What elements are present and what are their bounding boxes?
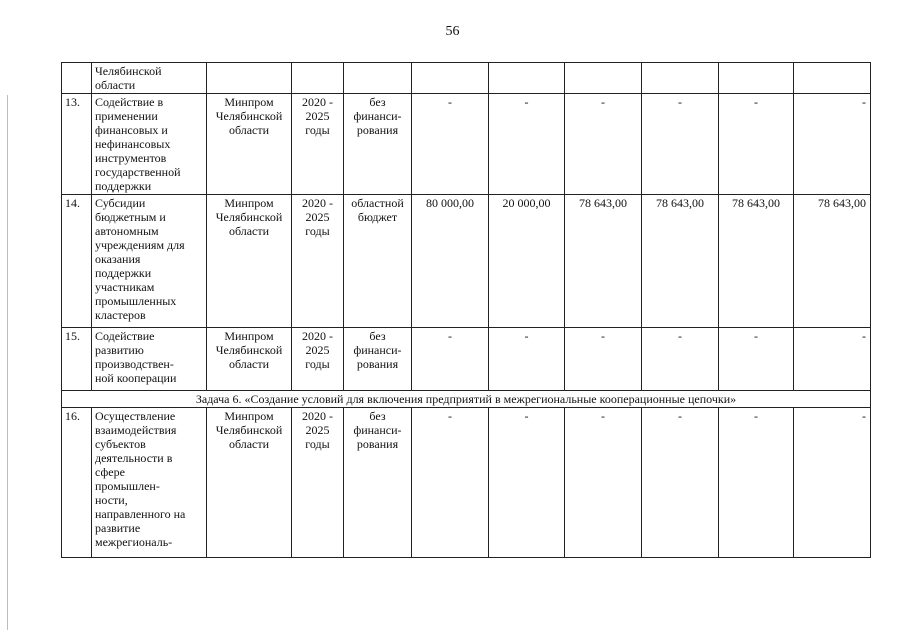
funding-value: - [642,328,719,391]
executor-line: области [228,224,270,238]
executor [207,94,292,195]
funding-source [344,94,412,195]
funding-value: - [489,328,565,391]
period-line: 2020 - [302,95,333,109]
funding-value: - [412,328,489,391]
period [292,195,344,328]
activity-name-line: Субсидии [95,196,146,210]
activity-name-line: направленного на [95,507,186,521]
activity-name-line: участникам [95,280,155,294]
activity-name-line: государственной [95,165,181,179]
executor [207,63,292,94]
funding-source-line: областной [351,196,404,210]
funding-source [344,328,412,391]
period-line: годы [305,437,330,451]
funding-value: - [642,94,719,195]
funding-source-line: финанси- [353,343,402,357]
executor-line: Челябинской [215,109,283,123]
funding-value [794,63,871,94]
activity-name-line: поддержки [95,179,152,193]
activity-name-line: автономным [95,224,159,238]
funding-source [344,195,412,328]
funding-source-line: без [369,409,386,423]
funding-value [719,63,794,94]
period-line: 2025 [305,423,330,437]
activity-name-line: Содействие в [95,95,164,109]
funding-value: - [565,408,642,558]
funding-value: - [489,94,565,195]
table-row [62,63,871,94]
funding-value: 78 643,00 [794,195,871,328]
funding-value: 80 000,00 [412,195,489,328]
funding-value: 20 000,00 [489,195,565,328]
executor-line: области [228,437,270,451]
funding-source-line: без [369,329,386,343]
table-row [62,94,871,195]
executor [207,328,292,391]
executor [207,408,292,558]
activity-name-line: субъектов [95,437,146,451]
funding-source-line: финанси- [353,423,402,437]
funding-value [565,63,642,94]
executor-line: Челябинской [215,210,283,224]
activity-name [92,408,207,558]
period-line: 2025 [305,343,330,357]
period [292,63,344,94]
page-number: 56 [445,24,460,39]
row-number: 16. [62,408,92,558]
activity-name-line: промышленных [95,294,177,308]
executor-line: Минпром [224,329,274,343]
funding-source-line: финанси- [353,109,402,123]
activity-name-line: взаимодействия [95,423,177,437]
period-line: годы [305,224,330,238]
activity-name-line: Содействие [95,329,155,343]
activity-name-line: деятельности в [95,451,173,465]
funding-value: - [642,408,719,558]
table-row [62,408,871,558]
activity-name-line: финансовых и [95,123,168,137]
period-line: 2025 [305,210,330,224]
funding-value: - [412,408,489,558]
activity-name-line: ной кооперации [95,371,177,385]
executor-line: Минпром [224,95,274,109]
row-number: 14. [62,195,92,328]
funding-source [344,408,412,558]
executor-line: Челябинской [215,343,283,357]
activity-name-line: области [95,78,136,92]
row-number [62,63,92,94]
executor-line: Челябинской [215,423,283,437]
period [292,94,344,195]
activity-name-line: бюджетным и [95,210,166,224]
period [292,408,344,558]
row-number: 13. [62,94,92,195]
activity-name-line: ности, [95,493,128,507]
table-row [62,328,871,391]
activity-name-line: применении [95,109,158,123]
program-activities-table [61,62,871,558]
funding-source-line: рования [356,357,399,371]
funding-value [642,63,719,94]
activity-name-line: кластеров [95,308,146,322]
funding-source-line: рования [356,437,399,451]
activity-name [92,63,207,94]
activity-name [92,195,207,328]
executor-line: области [228,123,270,137]
period [292,328,344,391]
activity-name-line: межрегиональ- [95,535,173,549]
funding-value: - [565,328,642,391]
funding-value: 78 643,00 [719,195,794,328]
period-line: 2025 [305,109,330,123]
period-line: 2020 - [302,329,333,343]
funding-source-line: бюджет [357,210,398,224]
task-heading-row [62,391,871,408]
task-heading: Задача 6. «Создание условий для включения предприятий в межрегиональные кооперационные цепочки» [62,391,871,408]
funding-source [344,63,412,94]
funding-value: - [794,94,871,195]
activity-name-line: развитие [95,521,141,535]
activity-name-line: развитию [95,343,144,357]
funding-value: - [794,328,871,391]
activity-name-line: Осуществление [95,409,176,423]
funding-value: 78 643,00 [565,195,642,328]
activity-name-line: сфере [95,465,125,479]
activity-name [92,328,207,391]
period-line: 2020 - [302,196,333,210]
funding-source-line: без [369,95,386,109]
funding-value: - [794,408,871,558]
executor-line: Минпром [224,196,274,210]
activity-name-line: производствен- [95,357,174,371]
activity-name-line: инструментов [95,151,167,165]
period-line: 2020 - [302,409,333,423]
funding-value: - [719,408,794,558]
activity-name [92,94,207,195]
period-line: годы [305,123,330,137]
funding-value: - [565,94,642,195]
funding-source-line: рования [356,123,399,137]
activity-name-line: нефинансовых [95,137,171,151]
executor-line: области [228,357,270,371]
executor-line: Минпром [224,409,274,423]
activity-name-line: Челябинской [95,64,162,78]
row-number: 15. [62,328,92,391]
funding-value [489,63,565,94]
funding-value: - [719,94,794,195]
activity-name-line: учреждениям для [95,238,185,252]
scan-margin-line [7,95,8,630]
funding-value: - [412,94,489,195]
activity-name-line: оказания [95,252,141,266]
funding-value: 78 643,00 [642,195,719,328]
activity-name-line: промышлен- [95,479,160,493]
funding-value: - [719,328,794,391]
funding-value [412,63,489,94]
executor [207,195,292,328]
period-line: годы [305,357,330,371]
table-row [62,195,871,328]
activity-name-line: поддержки [95,266,152,280]
funding-value: - [489,408,565,558]
